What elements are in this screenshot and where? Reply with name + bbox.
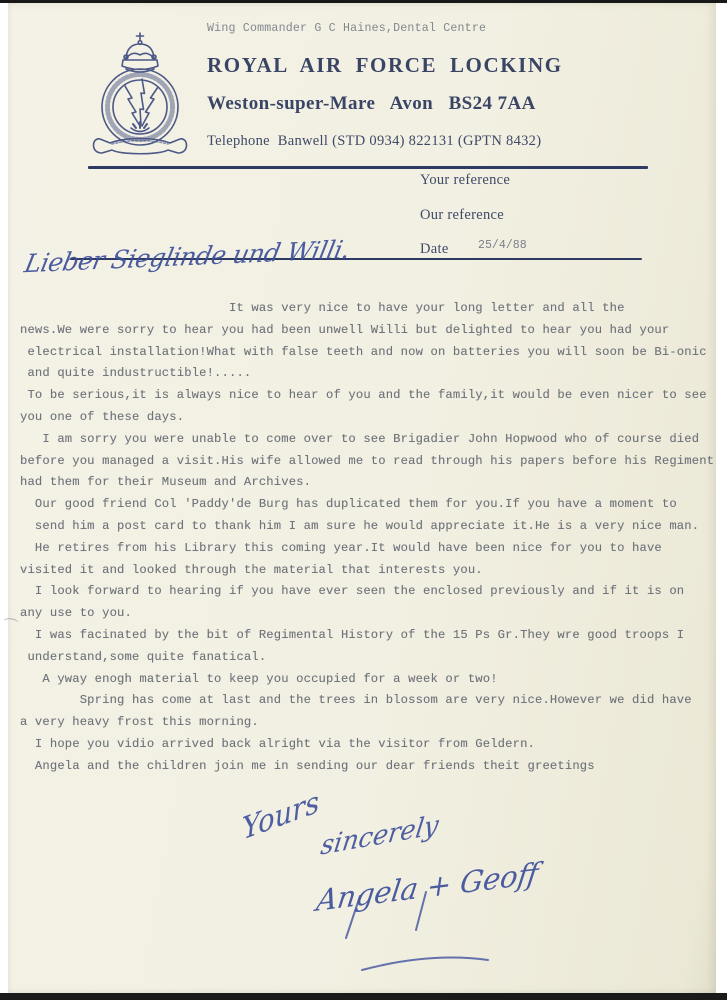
typed-line: a very heavy frost this morning. bbox=[20, 715, 259, 730]
letter-body bbox=[20, 298, 714, 778]
telephone-line: Telephone Banwell (STD 0934) 822131 (GPTN 8432) bbox=[207, 133, 542, 149]
typed-line: He retires from his Library this coming year.It would have been nice for you to have bbox=[20, 540, 662, 555]
letter-paper bbox=[1, 3, 716, 993]
letterhead-rule bbox=[88, 166, 648, 169]
your-reference-label: Your reference bbox=[420, 172, 511, 188]
handwritten-closing-word-1: Yours bbox=[241, 783, 321, 847]
date-value: 25/4/88 bbox=[478, 239, 527, 252]
typed-line: Our good friend Col 'Paddy'de Burg has duplicated them for you.If you have a moment to bbox=[20, 497, 677, 512]
signature-flourish-strokes bbox=[330, 890, 510, 985]
handwritten-salutation: Lieber Sieglinde und Willi. bbox=[22, 234, 353, 279]
typed-officer-line: Wing Commander G C Haines,Dental Centre bbox=[207, 22, 487, 35]
typed-line: I was facinated by the bit of Regimental History of the 15 Ps Gr.They wre good troops I bbox=[20, 627, 685, 642]
typed-line: I hope you vidio arrived back alright via the visitor from Geldern. bbox=[20, 736, 535, 751]
date-label: Date bbox=[420, 241, 449, 257]
typed-line: I am sorry you were unable to come over to see Brigadier John Hopwood who of course died bbox=[20, 431, 700, 446]
typed-line: visited it and looked through the material that interests you. bbox=[20, 562, 483, 577]
typed-line: send him a post card to thank him I am sure he would appreciate it.He is a very nice man. bbox=[20, 518, 700, 533]
typed-line: I look forward to hearing if you have ever seen the enclosed previously and if it is on bbox=[20, 584, 685, 599]
typed-line: you one of these days. bbox=[20, 409, 185, 424]
typed-line: understand,some quite fanatical. bbox=[20, 649, 267, 664]
typed-line: had them for their Museum and Archives. bbox=[20, 475, 312, 490]
typed-line: before you managed a visit.His wife allowed me to read through his papers before his Regiment bbox=[20, 453, 715, 468]
typed-line: Angela and the children join me in sending our dear friends theit greetings bbox=[20, 758, 595, 773]
typed-line: news.We were sorry to hear you had been unwell Willi but delighted to hear you had your bbox=[20, 322, 670, 337]
typed-line: electrical installation!What with false teeth and now on batteries you will soon be Bi-onic bbox=[20, 344, 707, 359]
margin-pen-mark: ⌒ bbox=[1, 616, 20, 636]
scan-edge-bottom bbox=[0, 993, 727, 1000]
typed-line: Spring has come at last and the trees in blossom are very nice.However we did have bbox=[20, 693, 692, 708]
typed-line: It was very nice to have your long letter and all the bbox=[20, 301, 625, 315]
typed-line: A yway enogh material to keep you occupied for a week or two! bbox=[20, 671, 498, 686]
handwritten-closing-word-2: sincerely bbox=[318, 810, 441, 862]
station-address: Weston-super-Mare Avon BS24 7AA bbox=[207, 93, 536, 114]
typed-line: To be serious,it is always nice to hear of you and the family,it would be even nicer to see bbox=[20, 388, 707, 403]
station-title: ROYAL AIR FORCE LOCKING bbox=[207, 53, 563, 77]
our-reference-label: Our reference bbox=[420, 207, 504, 223]
raf-locking-crest-icon bbox=[86, 31, 194, 161]
handwritten-signature-names: Angela + Geoff bbox=[314, 855, 541, 919]
typed-line: and quite industructible!..... bbox=[20, 366, 252, 381]
typed-line: any use to you. bbox=[20, 606, 132, 621]
